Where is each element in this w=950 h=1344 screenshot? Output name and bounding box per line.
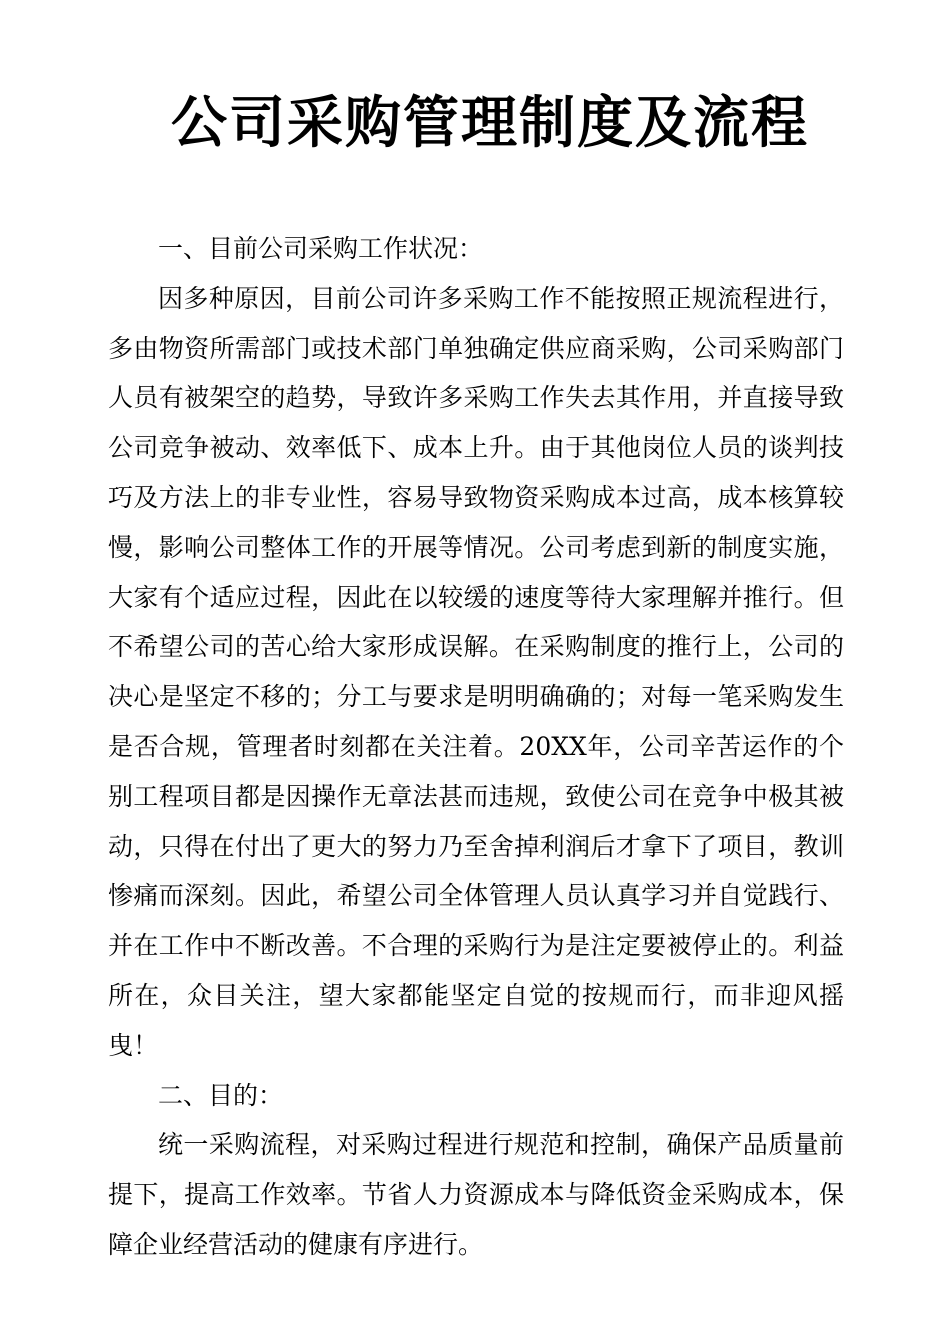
section-2-heading: 二、目的： (158, 1080, 284, 1110)
document-body (108, 224, 844, 1270)
document-title: 公司采购管理制度及流程 (171, 91, 809, 156)
section-1-paragraph: 因多种原因，目前公司许多采购工作不能按照正规流程进行，多由物资所需部门或技术部门单独确定供应商采购，公司采购部门人员有被架空的趋势，导致许多采购工作失去其作用，并直接导致公司竞争被动、效率低下、成本上升。由于其他岗位人员的谈判技巧及方法上的非专业性，容易导致物资采购成本过高，成本核算较慢，影响公司整体工作的开展等情况。公司考虑到新的制度实施，大家有个适应过程，因此在以较缓的速度等待大家理解并推行。但不希望公司的苦心给大家形成误解。在采购制度的推行上，公司的决心是坚定不移的；分工与要求是明明确确的；对每一笔采购发生是否合规，管理者时刻都在关注着。20XX年，公司辛苦运作的个别工程项目都是因操作无章法甚而违规，致使公司在竞争中极其被动，只得在付出了更大的努力乃至舍掉利润后才拿下了项目，教训惨痛而深刻。因此，希望公司全体管理人员认真学习并自觉践行、并在工作中不断改善。不合理的采购行为是注定要被停止的。利益所在，众目关注，望大家都能坚定自觉的按规而行，而非迎风摇曳！ (108, 283, 844, 1060)
section-2-paragraph: 统一采购流程，对采购过程进行规范和控制，确保产品质量前提下，提高工作效率。节省人力资源成本与降低资金采购成本，保障企业经营活动的健康有序进行。 (108, 1130, 844, 1259)
section-1-heading: 一、目前公司采购工作状况： (158, 234, 484, 263)
